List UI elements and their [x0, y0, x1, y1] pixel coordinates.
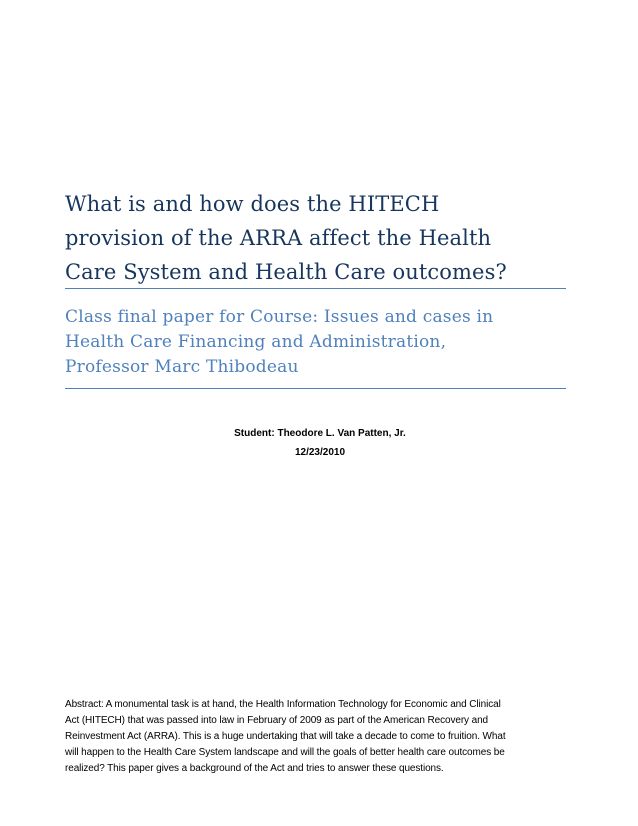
subtitle-divider [65, 388, 566, 389]
title-divider [65, 288, 566, 289]
abstract-text: Abstract: A monumental task is at hand, the Health Information Technology for Economic and Clinical Act (HITECH) that was passed into law in February of 2009 as part of the American Recovery and Reinvestment Act (ARRA). This is a huge undertaking that will take a decade to come to fruition. What will happen to the Health Care System landscape and will the goals of better health care outcomes be realized? This paper gives a background of the Act and tries to answer these questions. [65, 699, 506, 774]
student-name: Student: Theodore L. Van Patten, Jr. [234, 428, 406, 439]
document-subtitle: Class final paper for Course: Issues and cases in Health Care Financing and Administration, Professor Marc Thibodeau [65, 307, 494, 377]
document-date: 12/23/2010 [294, 447, 346, 458]
document-title: What is and how does the HITECH provision of the ARRA affect the Health Care System and Health Care outcomes? [65, 192, 507, 284]
